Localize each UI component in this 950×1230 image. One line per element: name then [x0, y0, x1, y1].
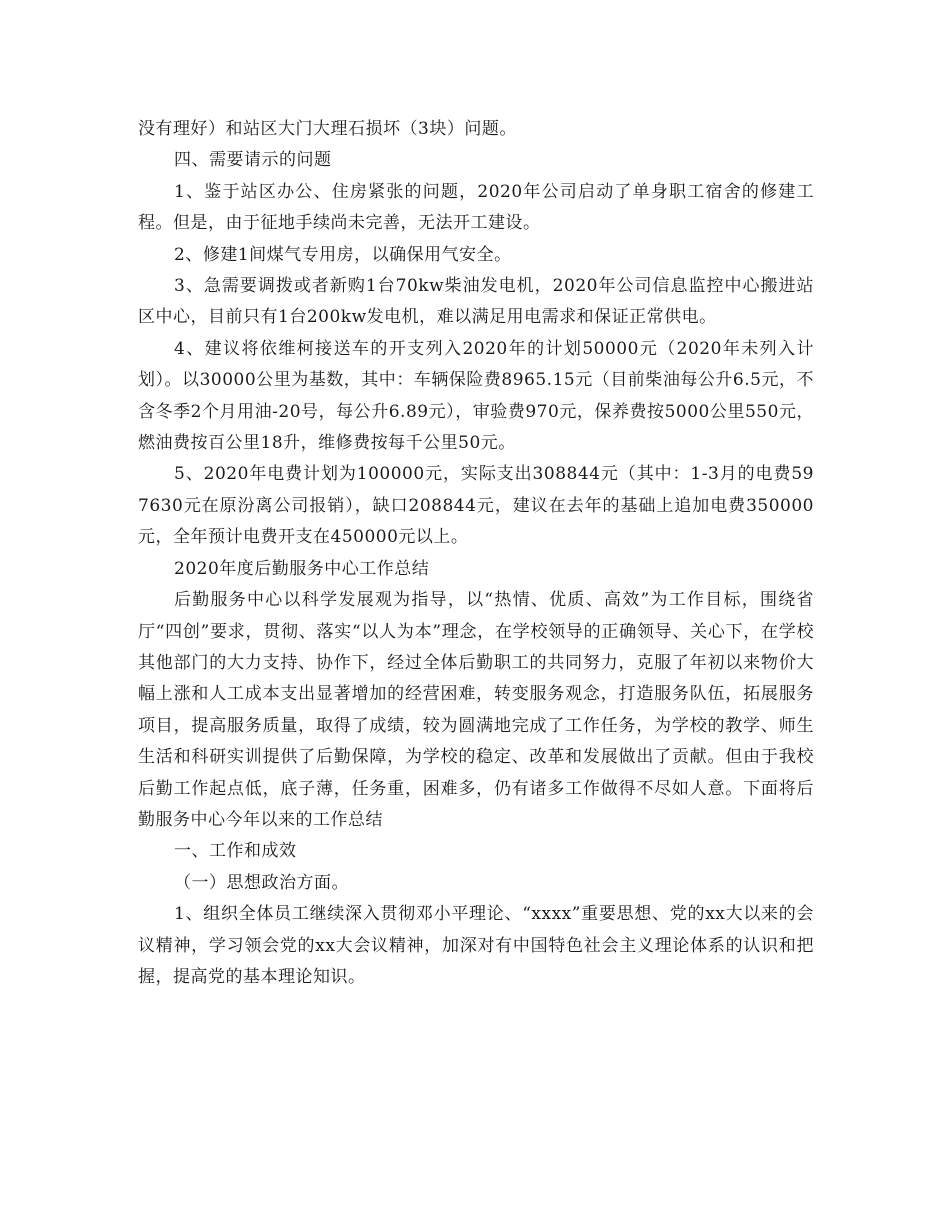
paragraph-request-5: 5、2020年电费计划为100000元，实际支出308844元（其中：1-3月的电费597630元在原汾离公司报销），缺口208844元，建议在去年的基础上追加电费350000元，全年预计电费开支在450000元以上。 — [138, 464, 814, 548]
document-title: 2020年度后勤服务中心工作总结 — [174, 558, 430, 579]
subsection-heading-ideology: （一）思想政治方面。 — [174, 872, 349, 893]
paragraph-request-1: 1、鉴于站区办公、住房紧张的问题，2020年公司启动了单身职工宿舍的修建工程。但是，由于征地手续尚未完善，无法开工建设。 — [138, 181, 814, 234]
paragraph-request-2: 2、修建1间煤气专用房，以确保用气安全。 — [174, 244, 512, 265]
paragraph-request-3: 3、急需要调拨或者新购1台70kw柴油发电机，2020年公司信息监控中心搬进站区中心，目前只有1台200kw发电机，难以满足用电需求和保证正常供电。 — [138, 276, 814, 328]
section-heading-requests: 四、需要请示的问题 — [174, 150, 332, 171]
paragraph-ideology-1: 1、组织全体员工继续深入贯彻邓小平理论、“xxxx”重要思想、党的xx大以来的会议精神，学习领会党的xx大会议精神，加深对有中国特色社会主义理论体系的认识和把握，提高党的基本理论知识。 — [138, 904, 814, 987]
paragraph-continuation: 没有理好）和站区大门大理石损坏（3块）问题。 — [138, 119, 517, 139]
paragraph-request-4: 4、建议将依维柯接送车的开支列入2020年的计划50000元（2020年未列入计划）。以30000公里为基数，其中：车辆保险费8965.15元（目前柴油每公升6.5元，不含冬季2个月用油-20号，每公升6.89元），审验费970元，保养费按5000公里550元，燃油费按百公里18升，维修费按每千公里50元。 — [138, 338, 814, 454]
section-heading-results: 一、工作和成效 — [174, 841, 297, 862]
paragraph-intro: 后勤服务中心以科学发展观为指导，以“热情、优质、高效”为工作目标，围绕省厅“四创”要求，贯彻、落实“以人为本”理念，在学校领导的正确领导、关心下，在学校其他部门的大力支持、协作下，经过全体后勤职工的共同努力，克服了年初以来物价大幅上涨和人工成本支出显著增加的经营困难，转变服务观念，打造服务队伍，拓展服务项目，提高服务质量，取得了成绩，较为圆满地完成了工作任务，为学校的教学、师生生活和科研实训提供了后勤保障，为学校的稳定、改革和发展做出了贡献。但由于我校后勤工作起点低，底子薄，任务重，困难多，仍有诸多工作做得不尽如人意。下面将后勤服务中心今年以来的工作总结 — [138, 590, 814, 830]
document-body — [138, 114, 814, 993]
